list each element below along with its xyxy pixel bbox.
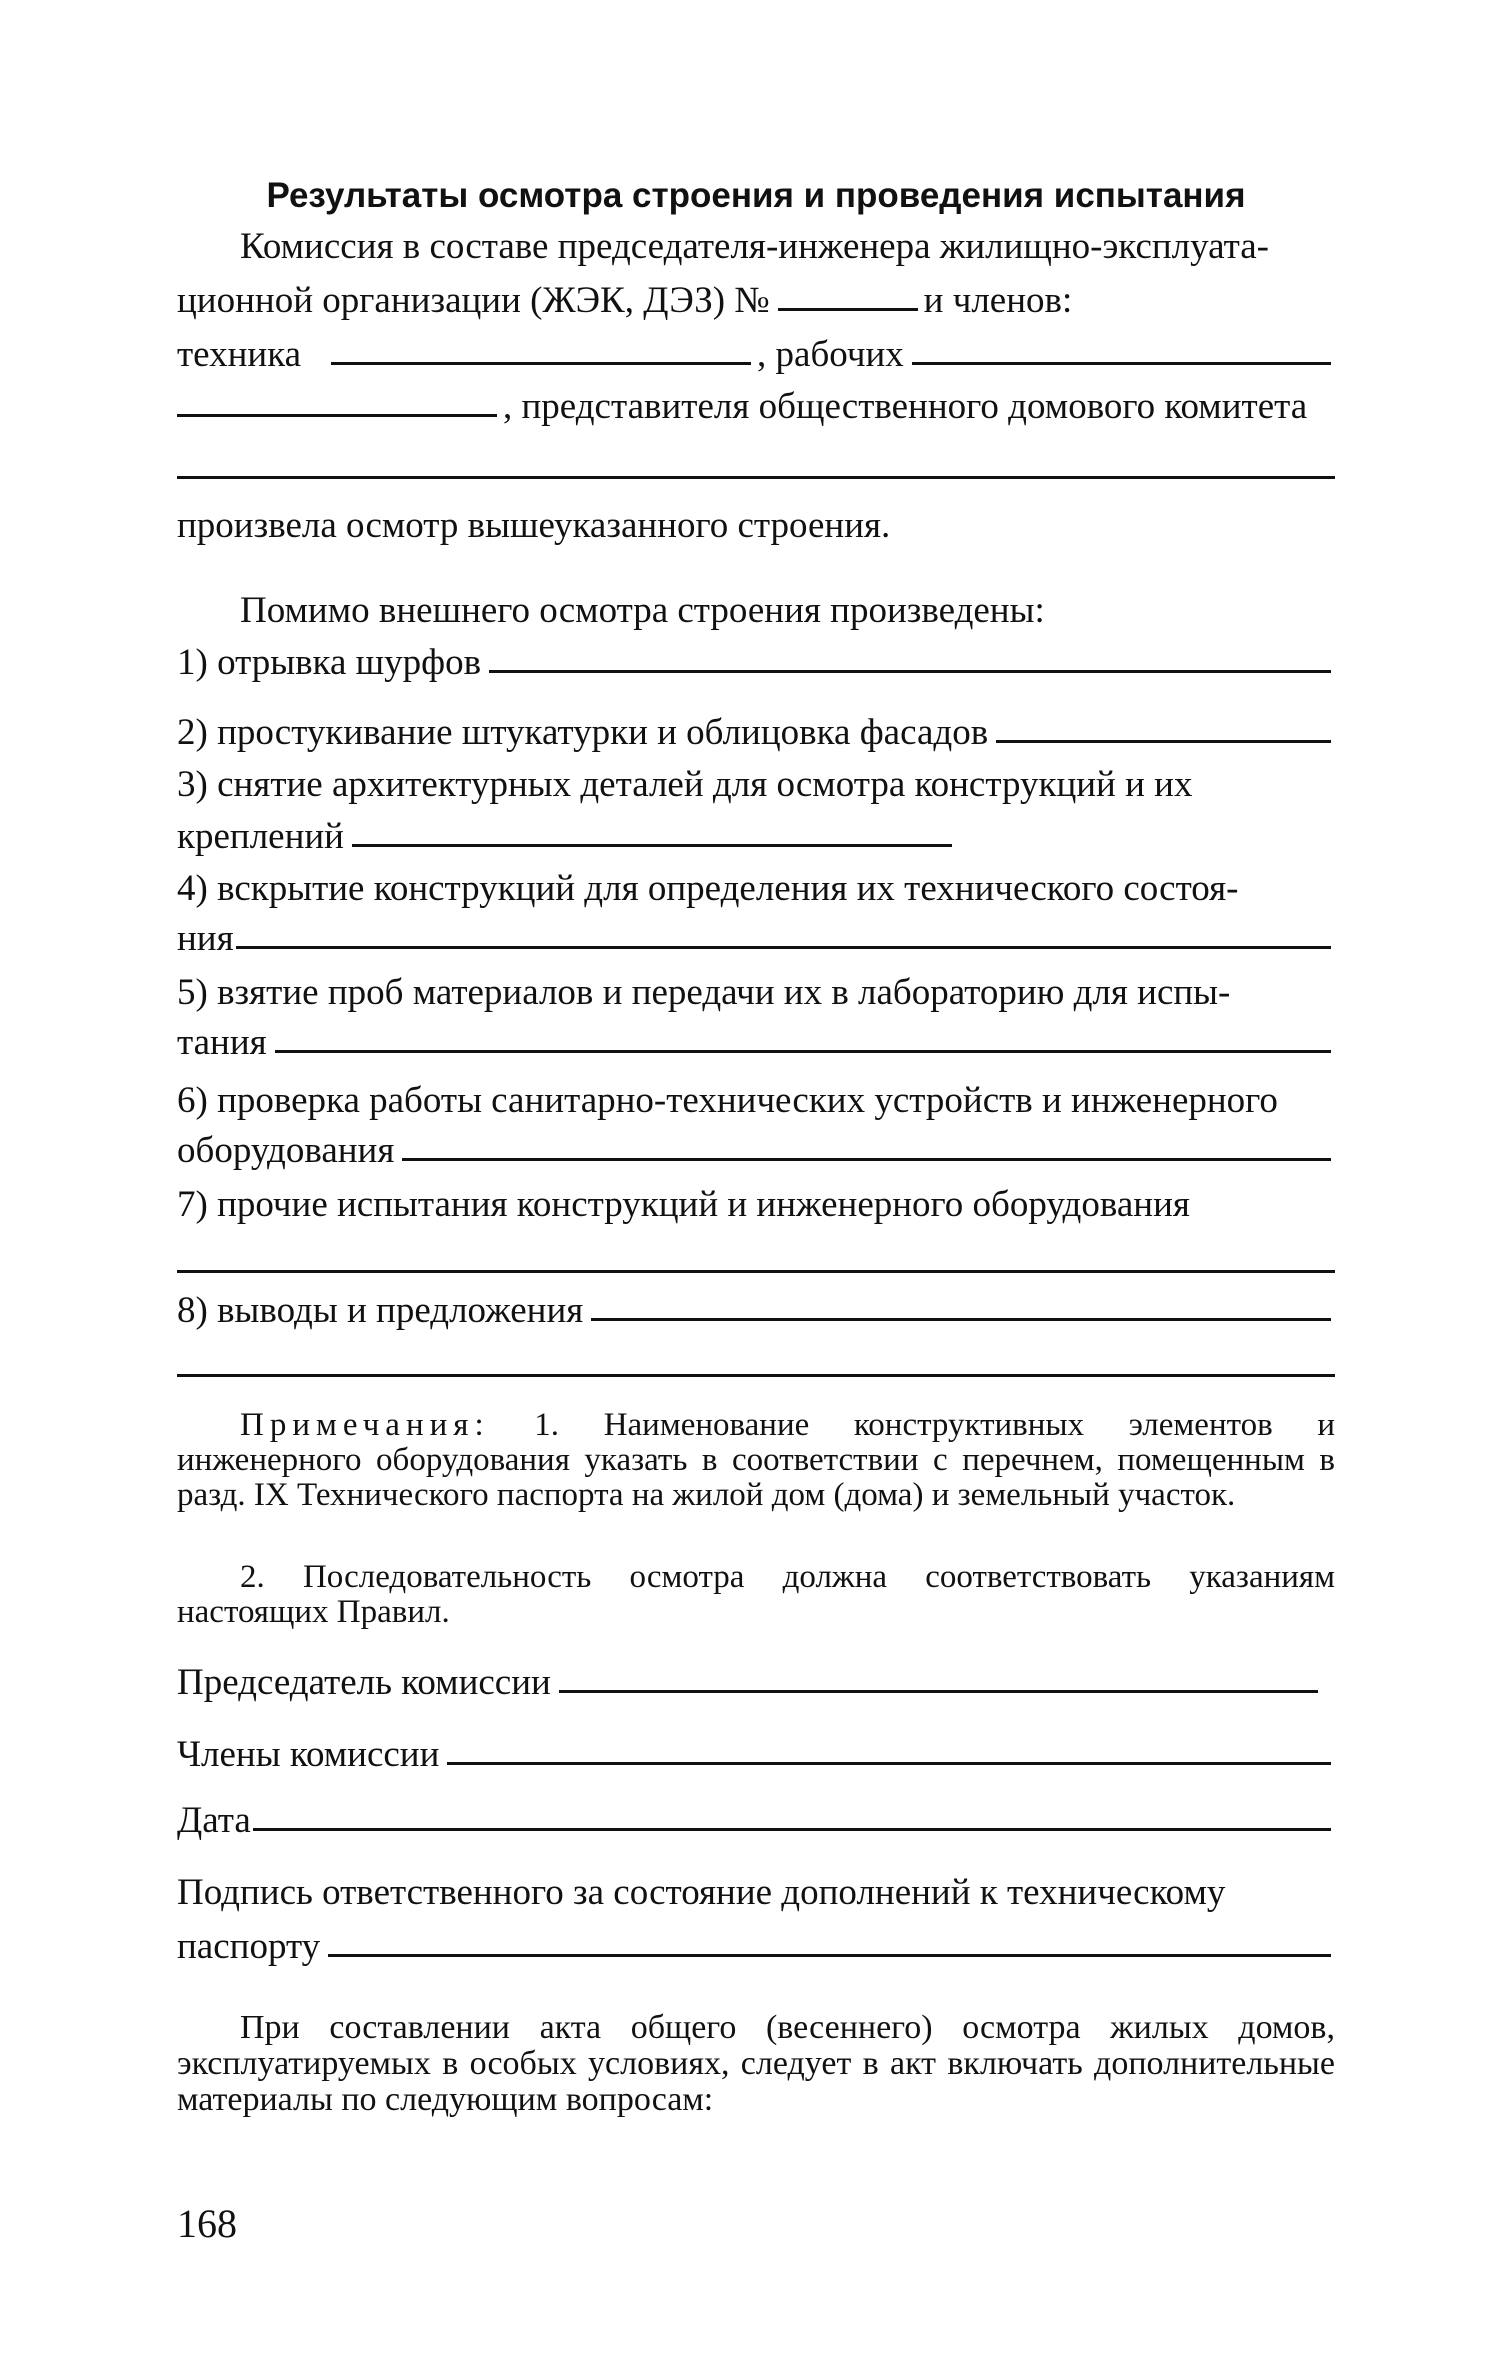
members-label: Члены комиссии: [177, 1734, 440, 1775]
technician-label: техника: [177, 334, 302, 375]
item-3-line-1: [177, 764, 1335, 805]
item-8-field-cont[interactable]: [177, 1374, 1335, 1377]
item-4-label-cont: ния: [177, 918, 234, 959]
besides-line: [177, 590, 1335, 631]
workers-label: , рабочих: [757, 334, 904, 375]
item-4-line-1: [177, 868, 1335, 909]
item-7-label: 7) прочие испытания конструкций и инженерного оборудования: [177, 1184, 1190, 1225]
intro-text-2a: ционной организации (ЖЭК, ДЭЗ) №: [177, 280, 770, 321]
intro-text-2b: и членов:: [923, 280, 1073, 321]
item-6-label: 6) проверка работы санитарно-технических устройств и инженерного: [177, 1080, 1278, 1121]
closing-paragraph: При составлении акта общего (весеннего) осмотра жилых домов, эксплуатируемых в особых условиях, следует в акт включать дополнительные материалы по следующим вопросам:: [177, 2009, 1335, 2119]
section-title: Результаты осмотра строения и проведения испытания: [266, 176, 1246, 215]
besides-text: Помимо внешнего осмотра строения произведены:: [240, 590, 1045, 631]
responsible-field[interactable]: [328, 1954, 1331, 1957]
chair-line: [177, 1662, 1322, 1703]
workers-field[interactable]: [912, 362, 1331, 365]
note-1: [177, 1408, 1335, 1513]
item-8: [177, 1290, 1335, 1331]
chair-field[interactable]: [559, 1690, 1318, 1693]
date-label: Дата: [177, 1800, 251, 1841]
item-6-line-1: [177, 1080, 1335, 1121]
intro-line-4: [177, 386, 1335, 427]
item-6-line-2: [177, 1130, 1335, 1171]
item-5-label-cont: тания: [177, 1022, 267, 1063]
item-5-line-1: [177, 972, 1335, 1013]
item-5-label: 5) взятие проб материалов и передачи их в лабораторию для испы-: [177, 972, 1231, 1013]
item-8-field[interactable]: [591, 1318, 1331, 1321]
item-3-label: 3) снятие архитектурных деталей для осмотра конструкций и их: [177, 764, 1193, 805]
item-4-field[interactable]: [236, 946, 1331, 949]
item-5-line-2: [177, 1022, 1335, 1063]
date-line: [177, 1800, 1335, 1841]
item-1-field[interactable]: [489, 670, 1331, 673]
workers-field-cont[interactable]: [177, 414, 497, 417]
item-7-field[interactable]: [177, 1270, 1335, 1273]
item-5-field[interactable]: [275, 1050, 1331, 1053]
item-2: [177, 712, 1335, 753]
intro-text-1: Комиссия в составе председателя-инженера жилищно-эксплуата-: [240, 226, 1269, 267]
members-field[interactable]: [447, 1762, 1331, 1765]
technician-field[interactable]: [331, 362, 751, 365]
item-6-field[interactable]: [402, 1158, 1331, 1161]
members-line: [177, 1734, 1335, 1775]
note-2: [177, 1560, 1335, 1630]
chair-label: Председатель комиссии: [177, 1662, 551, 1703]
note-1-text: 1. Наименование конструктивных элементов и инженерного оборудования указать в соответствии с перечнем, помещенным в разд. IX Технического паспорта на жилой дом (дома) и земельный участок.: [177, 1407, 1335, 1513]
item-1-label: 1) отрывка шурфов: [177, 642, 482, 683]
item-4-label: 4) вскрытие конструкций для определения их технического состоя-: [177, 868, 1239, 909]
committee-label: , представителя общественного домового комитета: [503, 386, 1308, 427]
note-2-text: 2. Последовательность осмотра должна соответствовать указаниям настоящих Правил.: [177, 1559, 1335, 1630]
date-field[interactable]: [253, 1828, 1331, 1831]
item-8-label: 8) выводы и предложения: [177, 1290, 584, 1331]
responsible-line-2: [177, 1926, 1335, 1967]
item-6-label-cont: оборудования: [177, 1130, 395, 1171]
responsible-label: Подпись ответственного за состояние дополнений к техническому: [177, 1872, 1226, 1913]
item-2-field[interactable]: [996, 740, 1331, 743]
intro-line-3: [177, 334, 1335, 375]
item-1: [177, 642, 1335, 683]
org-number-field[interactable]: [778, 308, 918, 311]
intro-line-1: [177, 226, 1335, 267]
item-3-line-2: [177, 816, 1335, 857]
responsible-line-1: [177, 1872, 1335, 1913]
inspection-done-text: произвела осмотр вышеуказанного строения.: [177, 505, 891, 546]
notes-label: Примечания:: [240, 1407, 490, 1443]
committee-field[interactable]: [177, 476, 1335, 479]
responsible-label-cont: паспорту: [177, 1926, 321, 1967]
item-7: [177, 1184, 1335, 1225]
item-2-label: 2) простукивание штукатурки и облицовка фасадов: [177, 712, 989, 753]
page-number: 168: [177, 2201, 237, 2246]
intro-line-6: [177, 505, 1335, 546]
intro-line-2: [177, 280, 1335, 321]
item-4-line-2: [177, 918, 1335, 959]
item-3-label-cont: креплений: [177, 816, 344, 857]
item-3-field[interactable]: [352, 844, 952, 847]
